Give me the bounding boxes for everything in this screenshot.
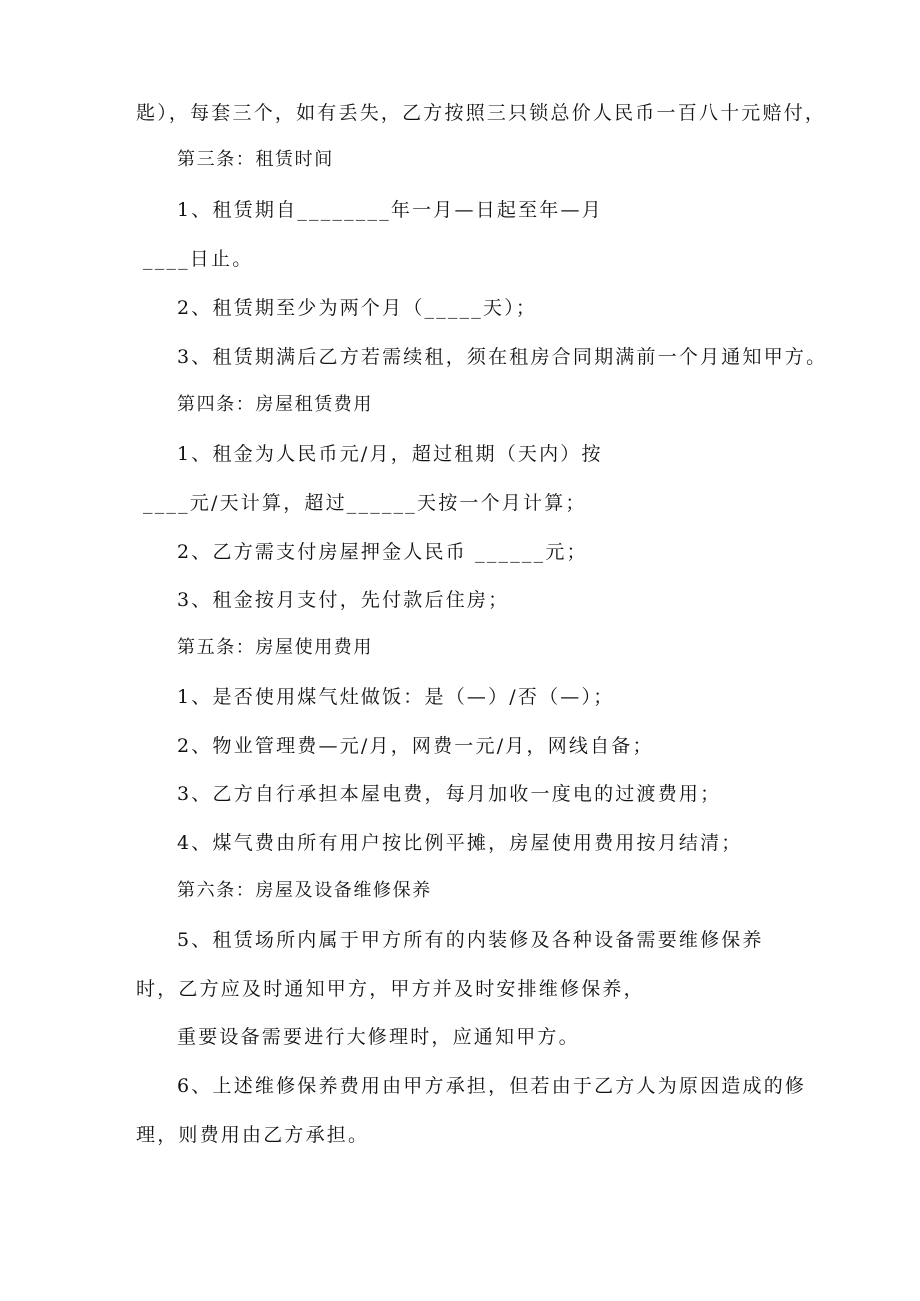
section-heading-article-4: 第四条：房屋租赁费用 [177, 394, 373, 415]
paragraph-line: 3、乙方自行承担本屋电费，每月加收一度电的过渡费用； [177, 783, 722, 805]
paragraph-line: 5、租赁场所内属于甲方所有的内装修及各种设备需要维修保养 [177, 929, 764, 951]
paragraph-line: 2、租赁期至少为两个月（_____天）； [177, 297, 538, 319]
paragraph-line: 1、是否使用煤气灶做饭：是（—）/否（—）； [177, 686, 615, 708]
paragraph-line: ____元/天计算，超过______天按一个月计算； [143, 492, 587, 514]
paragraph-line: 4、煤气费由所有用户按比例平摊，房屋使用费用按月结清； [177, 832, 743, 854]
section-heading-article-5: 第五条：房屋使用费用 [177, 637, 373, 658]
section-heading-article-6: 第六条：房屋及设备维修保养 [177, 880, 432, 901]
paragraph-line: 2、乙方需支付房屋押金人民币 ______元； [177, 541, 588, 563]
paragraph-line: ____日止。 [143, 248, 254, 270]
paragraph-line: 1、租赁期自________年一月—日起至年—月 [177, 199, 603, 221]
paragraph-line: 重要设备需要进行大修理时，应通知甲方。 [177, 1026, 580, 1048]
paragraph-line: 匙），每套三个，如有丢失，乙方按照三只锁总价人民币一百八十元赔付， [136, 102, 827, 124]
paragraph-line: 1、租金为人民币元/月，超过租期（天内）按 [177, 443, 603, 465]
section-heading-article-3: 第三条：租赁时间 [177, 149, 334, 170]
paragraph-line: 6、上述维修保养费用由甲方承担，但若由于乙方人为原因造成的修 [177, 1075, 807, 1097]
paragraph-line: 3、租金按月支付，先付款后住房； [177, 589, 510, 611]
paragraph-line: 2、物业管理费—元/月，网费一元/月，网线自备； [177, 735, 654, 757]
paragraph-line: 理，则费用由乙方承担。 [136, 1124, 370, 1146]
paragraph-line: 3、租赁期满后乙方若需续租，须在租房合同期满前一个月通知甲方。 [177, 346, 828, 368]
paragraph-line: 时，乙方应及时通知甲方，甲方并及时安排维修保养， [136, 978, 645, 1000]
